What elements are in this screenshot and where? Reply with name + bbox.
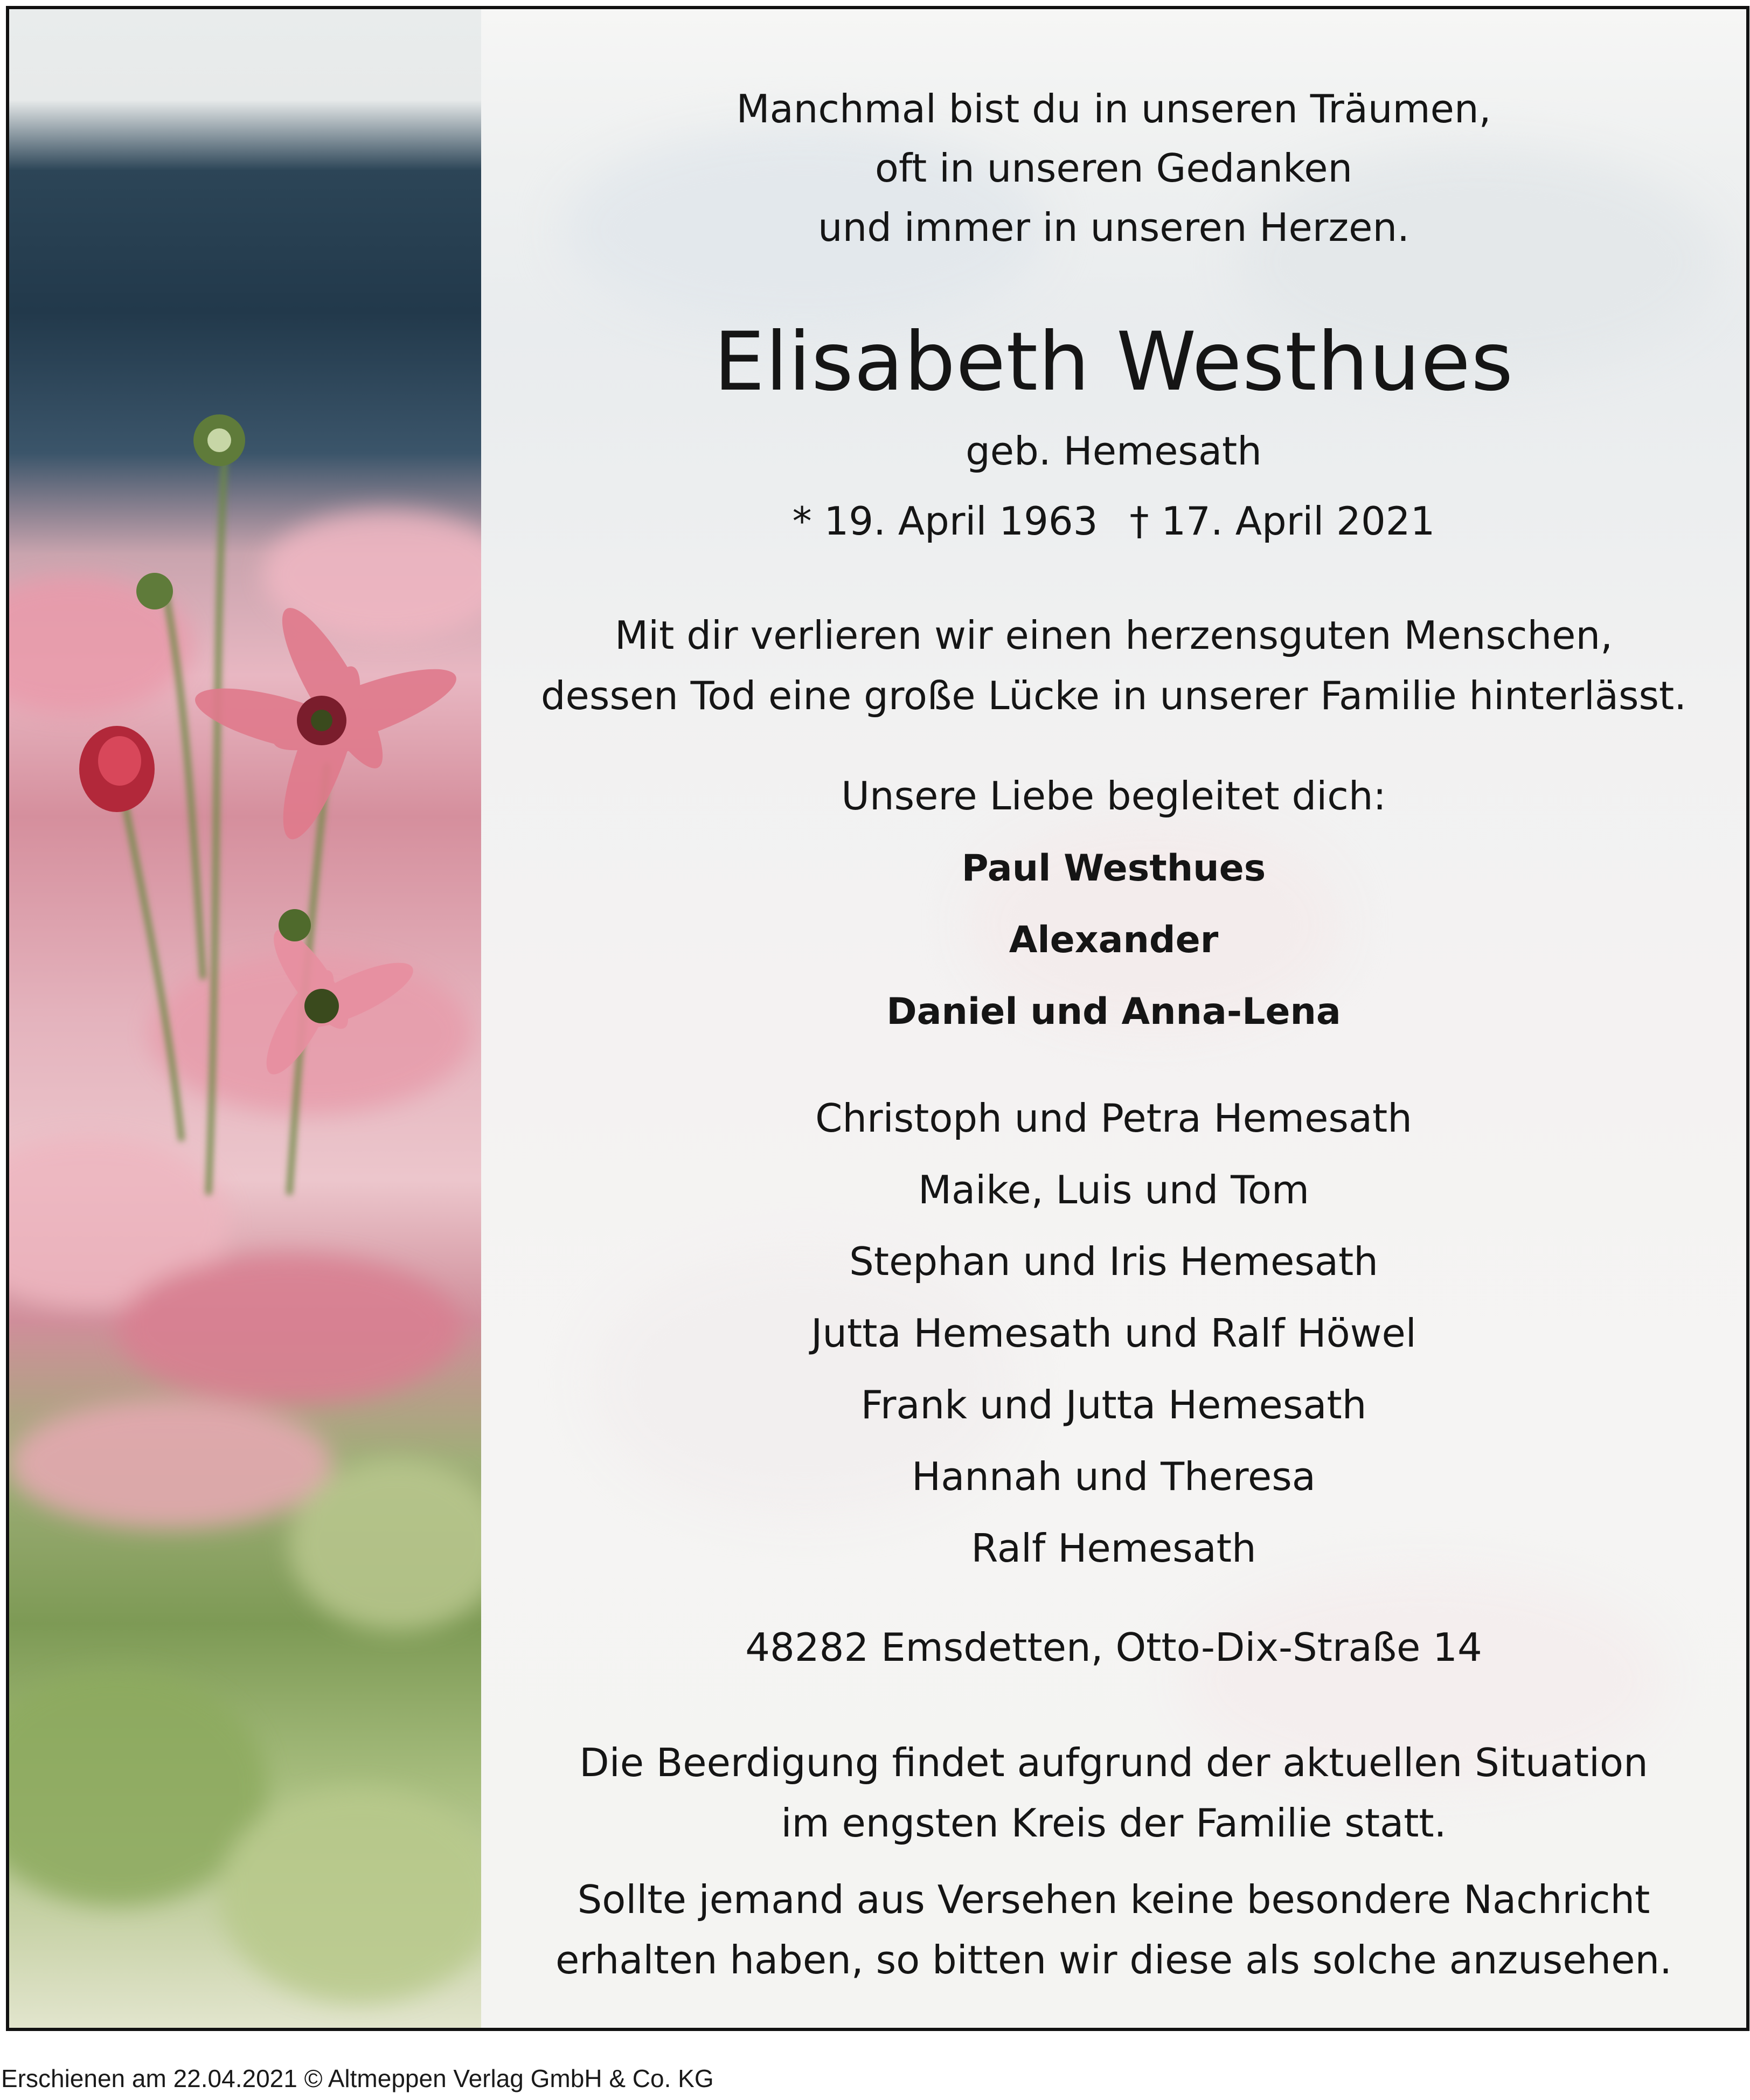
funeral-line: Die Beerdigung findet aufgrund der aktuellen Situation (579, 1740, 1648, 1785)
notice-line: Sollte jemand aus Versehen keine besondere Nachricht (577, 1877, 1650, 1922)
funeral-notice (481, 1732, 1746, 1853)
relative: Christoph und Petra Hemesath (815, 1096, 1412, 1141)
tribute-line: dessen Tod eine große Lücke in unserer Familie hinterlässt. (540, 673, 1687, 718)
relative: Maike, Luis und Tom (918, 1167, 1310, 1212)
tribute (481, 605, 1746, 726)
birth-name: geb. Hemesath (966, 428, 1262, 474)
deceased-name: Elisabeth Westhues (713, 315, 1514, 409)
poem (481, 79, 1746, 257)
publication-footer: Erschienen am 22.04.2021 © Altmeppen Verlag GmbH & Co. KG (1, 2064, 714, 2092)
death-date: † 17. April 2021 (1129, 498, 1435, 544)
obituary-card (6, 6, 1749, 2031)
tribute-line: Mit dir verlieren wir einen herzensguten Menschen, (615, 613, 1613, 658)
obituary-text (481, 9, 1746, 2028)
poem-line: oft in unseren Gedanken (874, 145, 1353, 191)
poem-line: und immer in unseren Herzen. (818, 205, 1409, 250)
life-dates (481, 494, 1746, 548)
love-line: Unsere Liebe begleitet dich: (841, 773, 1386, 819)
address: 48282 Emsdetten, Otto-Dix-Straße 14 (745, 1625, 1482, 1670)
birth-date: * 19. April 1963 (792, 498, 1098, 544)
relative: Frank und Jutta Hemesath (860, 1382, 1367, 1427)
poem-line: Manchmal bist du in unseren Träumen, (736, 86, 1491, 131)
close-family-member: Alexander (1009, 919, 1219, 961)
notice-line: erhalten haben, so bitten wir diese als solche anzusehen. (555, 1937, 1672, 1983)
close-family-member: Paul Westhues (961, 847, 1266, 890)
funeral-line: im engsten Kreis der Familie statt. (781, 1800, 1447, 1846)
relative: Jutta Hemesath und Ralf Höwel (811, 1311, 1416, 1356)
flower-illustration (9, 9, 481, 2028)
relative: Hannah und Theresa (912, 1454, 1316, 1499)
relative: Stephan und Iris Hemesath (849, 1239, 1378, 1284)
relative: Ralf Hemesath (971, 1526, 1256, 1571)
flower-photo (9, 9, 481, 2028)
close-family-member: Daniel und Anna-Lena (886, 990, 1341, 1033)
notification-notice (481, 1869, 1746, 1990)
